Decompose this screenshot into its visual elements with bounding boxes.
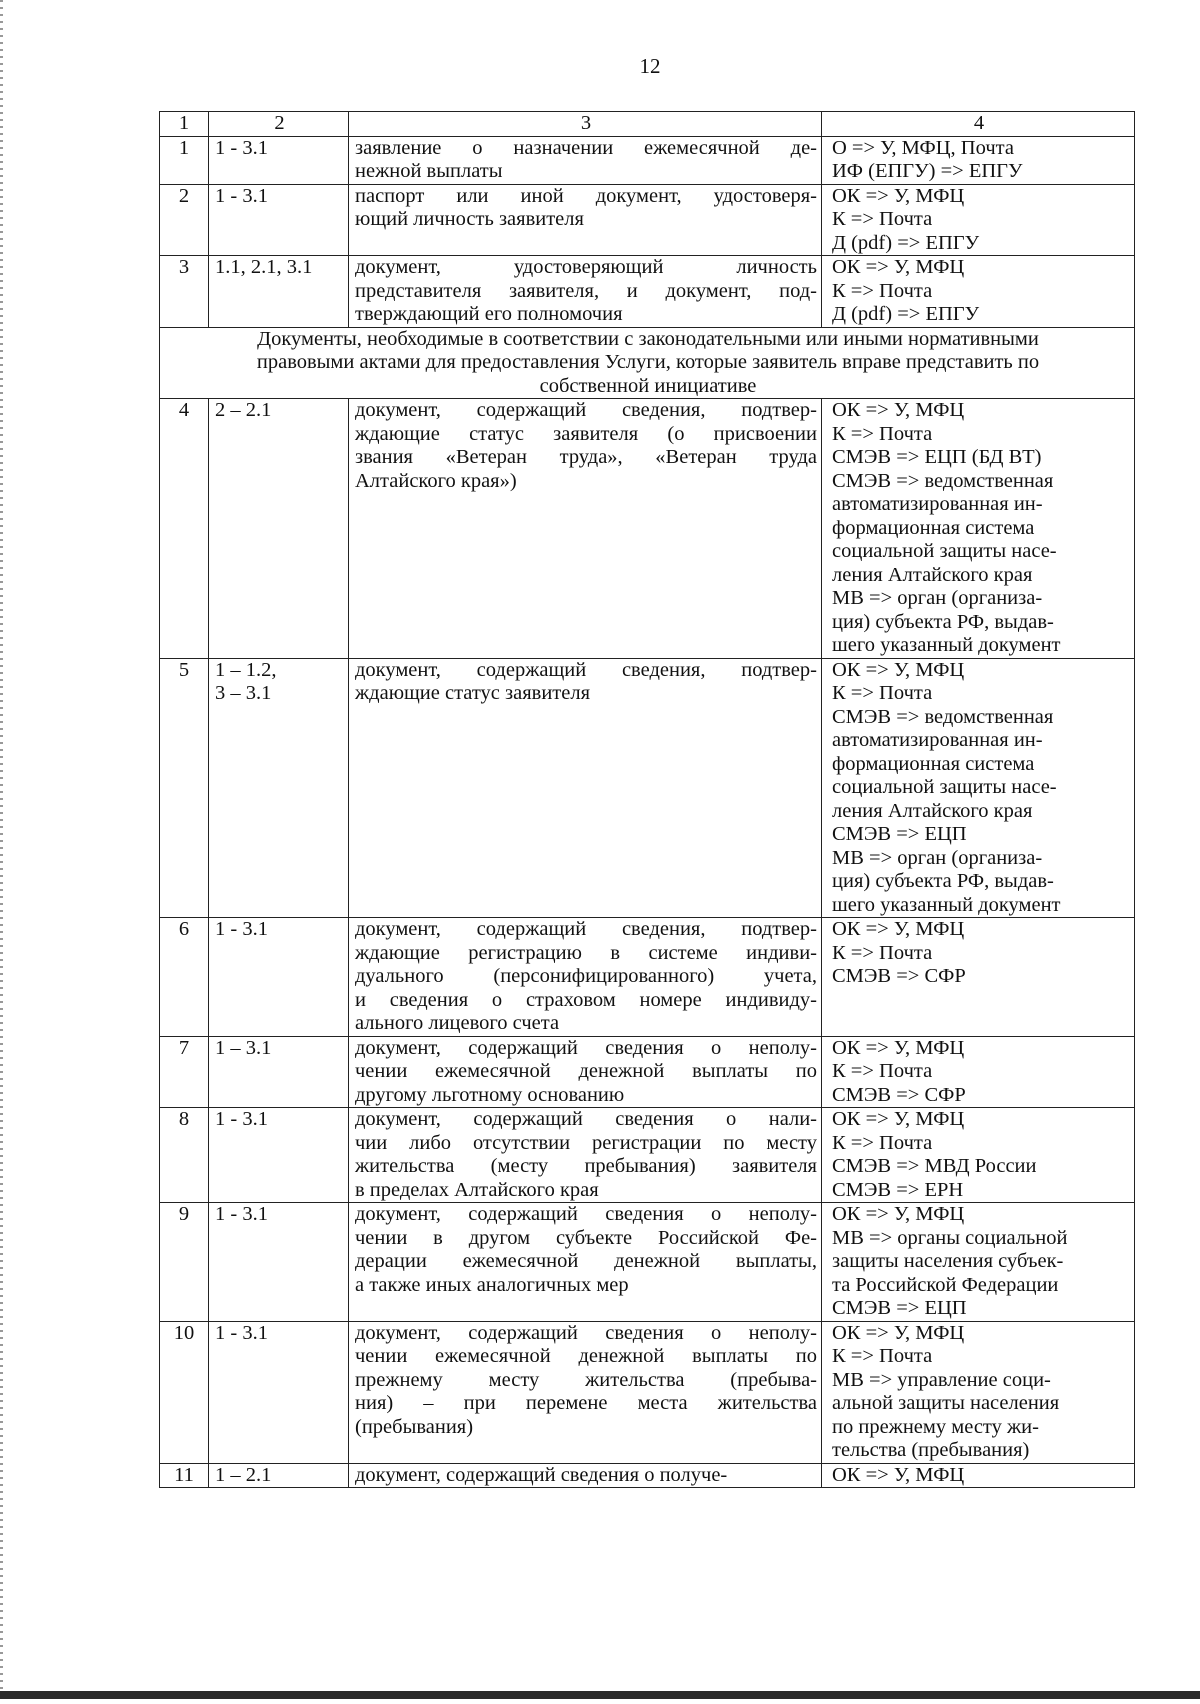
row-delivery-methods-line: МВ => управление соци- — [832, 1368, 1051, 1391]
row-sections-line: 3 – 3.1 — [215, 682, 272, 704]
row-delivery-methods — [822, 1036, 1135, 1108]
row-number: 5 — [160, 658, 209, 918]
row-delivery-methods-line: защиты населения субъек- — [832, 1250, 1064, 1272]
row-delivery-methods-line: СМЭВ => МВД России — [832, 1155, 1037, 1177]
row-delivery-methods-line: К => Почта — [832, 208, 933, 230]
row-delivery-methods-line: ция) субъекта РФ, выдав- — [832, 870, 1054, 892]
row-document-line: документ, содержащий сведения, подтвер- — [355, 399, 817, 421]
row-delivery-methods-line: социальной защиты насе- — [832, 540, 1057, 562]
row-delivery-methods-line: ОК => У, МФЦ — [832, 658, 965, 681]
row-sections — [209, 256, 349, 328]
row-delivery-methods-line: альной защиты населения — [832, 1392, 1060, 1414]
row-sections — [209, 1321, 349, 1463]
row-document-line: документ, содержащий сведения о получе- — [355, 1463, 728, 1486]
row-document-line: Алтайского края») — [355, 469, 517, 492]
row-document — [349, 1203, 822, 1322]
table-row — [160, 399, 1135, 659]
scan-edge-marks — [0, 0, 3, 1690]
table-row — [160, 1108, 1135, 1203]
row-delivery-methods — [822, 1108, 1135, 1203]
row-document-line: ального лицевого счета — [355, 1012, 560, 1034]
row-document-line: чении ежемесячной денежной выплаты по — [355, 1345, 817, 1367]
row-document-line: ждающие регистрацию в системе индиви- — [355, 941, 817, 964]
row-delivery-methods-line: ОК => У, МФЦ — [832, 184, 965, 207]
row-delivery-methods-line: К => Почта — [832, 279, 933, 302]
row-number: 3 — [160, 256, 209, 328]
row-document-line: а также иных аналогичных мер — [355, 1273, 629, 1296]
section-title-line: собственной инициативе — [539, 374, 757, 397]
row-delivery-methods-line: К => Почта — [832, 941, 933, 964]
row-delivery-methods-line: МВ => органы социальной — [832, 1226, 1068, 1249]
row-sections-line: 1 - 3.1 — [215, 1321, 268, 1344]
row-document-line: ющий личность заявителя — [355, 208, 584, 230]
documents-table — [159, 111, 1135, 1488]
table-row — [160, 1036, 1135, 1108]
row-delivery-methods-line: ОК => У, МФЦ — [832, 1036, 965, 1059]
row-sections-line: 1 - 3.1 — [215, 1203, 268, 1225]
table-header-row — [160, 112, 1135, 137]
row-delivery-methods-line: СМЭВ => ведомственная — [832, 469, 1054, 492]
row-document-line: представителя заявителя, и документ, под- — [355, 279, 817, 302]
row-sections-line: 1 - 3.1 — [215, 184, 268, 207]
section-row — [160, 327, 1135, 399]
row-delivery-methods — [822, 1321, 1135, 1463]
row-document — [349, 256, 822, 328]
section-title — [160, 327, 1135, 399]
row-delivery-methods-line: О => У, МФЦ, Почта — [832, 136, 1014, 159]
table-row — [160, 1321, 1135, 1463]
row-document — [349, 136, 822, 184]
row-number: 6 — [160, 918, 209, 1037]
row-delivery-methods-line: ОК => У, МФЦ — [832, 399, 965, 421]
row-sections-line: 1 – 1.2, — [215, 658, 277, 681]
row-document-line: и сведения о страховом номере индивиду- — [355, 988, 817, 1011]
row-document — [349, 184, 822, 256]
row-document-line: документ, содержащий сведения о неполу- — [355, 1036, 817, 1059]
row-document — [349, 1321, 822, 1463]
row-document-line: в пределах Алтайского края — [355, 1178, 599, 1201]
row-sections-line: 1 – 2.1 — [215, 1463, 272, 1486]
table-row — [160, 1203, 1135, 1322]
header-col-2: 2 — [209, 112, 349, 137]
row-sections — [209, 399, 349, 659]
row-document-line: документ, удостоверяющий личность — [355, 256, 817, 278]
row-sections — [209, 1463, 349, 1488]
row-document-line: жительства (месту пребывания) заявителя — [355, 1155, 817, 1177]
row-number: 9 — [160, 1203, 209, 1322]
row-delivery-methods — [822, 136, 1135, 184]
row-delivery-methods-line: СМЭВ => СФР — [832, 1083, 966, 1106]
row-delivery-methods-line: СМЭВ => ведомственная — [832, 705, 1054, 728]
row-delivery-methods-line: К => Почта — [832, 422, 933, 445]
table-row — [160, 918, 1135, 1037]
table-row — [160, 1463, 1135, 1488]
row-delivery-methods-line: К => Почта — [832, 1345, 933, 1367]
row-document-line: ждающие статус заявителя — [355, 682, 591, 704]
row-sections-line: 1.1, 2.1, 3.1 — [215, 256, 313, 278]
row-delivery-methods-line: тельства (пребывания) — [832, 1439, 1030, 1461]
section-title-line: правовыми актами для предоставления Услуги, которые заявитель вправе представить по — [256, 351, 1040, 373]
row-delivery-methods — [822, 918, 1135, 1037]
row-delivery-methods-line: по прежнему месту жи- — [832, 1415, 1039, 1438]
row-sections — [209, 1108, 349, 1203]
row-document-line: документ, содержащий сведения, подтвер- — [355, 658, 817, 681]
row-delivery-methods-line: СМЭВ => ЕРН — [832, 1178, 964, 1201]
table-row — [160, 658, 1135, 918]
row-delivery-methods-line: автоматизированная ин- — [832, 493, 1043, 515]
row-delivery-methods-line: ления Алтайского края — [832, 799, 1033, 822]
row-number: 7 — [160, 1036, 209, 1108]
row-number: 1 — [160, 136, 209, 184]
row-delivery-methods-line: шего указанный документ — [832, 634, 1061, 656]
row-delivery-methods-line: СМЭВ => СФР — [832, 965, 966, 987]
row-delivery-methods-line: МВ => орган (организа- — [832, 587, 1043, 609]
row-document — [349, 1036, 822, 1108]
row-document-line: другому льготному основанию — [355, 1083, 625, 1106]
row-document-line: заявление о назначении ежемесячной де- — [355, 136, 817, 159]
row-delivery-methods-line: ОК => У, МФЦ — [832, 918, 965, 940]
row-delivery-methods — [822, 1203, 1135, 1322]
row-delivery-methods-line: СМЭВ => ЕЦП — [832, 1297, 967, 1319]
row-sections — [209, 1036, 349, 1108]
row-document — [349, 918, 822, 1037]
table-section — [160, 327, 1135, 399]
row-delivery-methods-line: СМЭВ => ЕЦП (БД ВТ) — [832, 446, 1042, 468]
row-delivery-methods-line: шего указанный документ — [832, 893, 1061, 916]
row-delivery-methods-line: СМЭВ => ЕЦП — [832, 823, 967, 845]
row-document-line: прежнему месту жительства (пребыва- — [355, 1368, 817, 1391]
row-document — [349, 1108, 822, 1203]
row-number: 4 — [160, 399, 209, 659]
row-sections-line: 1 – 3.1 — [215, 1036, 272, 1059]
row-sections — [209, 918, 349, 1037]
page-number: 12 — [639, 54, 661, 78]
row-document-line: (пребывания) — [355, 1415, 474, 1438]
row-sections — [209, 658, 349, 918]
scan-bottom-edge — [0, 1691, 1200, 1699]
table-row — [160, 184, 1135, 256]
row-delivery-methods-line: Д (pdf) => ЕПГУ — [832, 231, 980, 254]
row-document-line: ждающие статус заявителя (о присвоении — [355, 422, 817, 445]
row-document-line: чии либо отсутствии регистрации по месту — [355, 1131, 817, 1154]
row-document — [349, 1463, 822, 1488]
row-sections — [209, 136, 349, 184]
row-delivery-methods-line: ОК => У, МФЦ — [832, 1463, 965, 1486]
row-sections-line: 1 - 3.1 — [215, 1108, 268, 1130]
row-document-line: нежной выплаты — [355, 160, 503, 182]
header-col-1: 1 — [160, 112, 209, 137]
row-delivery-methods-line: К => Почта — [832, 682, 933, 704]
row-document-line: ния) – при перемене места жительства — [355, 1392, 817, 1414]
row-delivery-methods-line: МВ => орган (организа- — [832, 846, 1043, 869]
row-document-line: тверждающий его полномочия — [355, 303, 623, 325]
row-document-line: дерации ежемесячной денежной выплаты, — [355, 1250, 817, 1272]
row-document-line: документ, содержащий сведения о нали- — [355, 1108, 817, 1130]
header-col-3: 3 — [349, 112, 822, 137]
row-delivery-methods-line: та Российской Федерации — [832, 1273, 1059, 1296]
row-delivery-methods-line: К => Почта — [832, 1060, 933, 1082]
row-delivery-methods-line: формационная система — [832, 516, 1035, 539]
row-delivery-methods-line: автоматизированная ин- — [832, 729, 1043, 751]
row-delivery-methods-line: Д (pdf) => ЕПГУ — [832, 303, 980, 325]
row-document-line: документ, содержащий сведения, подтвер- — [355, 918, 817, 940]
row-delivery-methods-line: К => Почта — [832, 1131, 933, 1154]
row-sections — [209, 184, 349, 256]
row-sections-line: 2 – 2.1 — [215, 399, 272, 421]
row-document-line: дуального (персонифицированного) учета, — [355, 965, 817, 987]
row-delivery-methods-line: ОК => У, МФЦ — [832, 1108, 965, 1130]
row-delivery-methods — [822, 1463, 1135, 1488]
row-delivery-methods-line: ция) субъекта РФ, выдав- — [832, 610, 1054, 633]
row-delivery-methods-line: ления Алтайского края — [832, 563, 1033, 586]
row-document-line: паспорт или иной документ, удостоверя- — [355, 184, 817, 207]
row-number: 11 — [160, 1463, 209, 1488]
section-title-line: Документы, необходимые в соответствии с законодательными или иными нормативными — [257, 327, 1039, 350]
table-row — [160, 256, 1135, 328]
row-document — [349, 658, 822, 918]
row-delivery-methods — [822, 256, 1135, 328]
row-document-line: чении ежемесячной денежной выплаты по — [355, 1060, 817, 1082]
row-document-line: чении в другом субъекте Российской Фе- — [355, 1226, 817, 1249]
row-number: 10 — [160, 1321, 209, 1463]
row-delivery-methods — [822, 184, 1135, 256]
row-sections-line: 1 - 3.1 — [215, 918, 268, 940]
row-document-line: документ, содержащий сведения о неполу- — [355, 1321, 817, 1344]
row-number: 8 — [160, 1108, 209, 1203]
row-delivery-methods-line: формационная система — [832, 752, 1035, 775]
row-sections — [209, 1203, 349, 1322]
row-delivery-methods-line: ИФ (ЕПГУ) => ЕПГУ — [832, 160, 1023, 182]
row-document — [349, 399, 822, 659]
row-delivery-methods-line: ОК => У, МФЦ — [832, 1203, 965, 1225]
row-delivery-methods — [822, 658, 1135, 918]
header-col-4: 4 — [822, 112, 1135, 137]
row-document-line: звания «Ветеран труда», «Ветеран труда — [355, 446, 817, 468]
row-delivery-methods-line: ОК => У, МФЦ — [832, 1321, 965, 1344]
row-number: 2 — [160, 184, 209, 256]
row-document-line: документ, содержащий сведения о неполу- — [355, 1203, 817, 1225]
table-row — [160, 136, 1135, 184]
row-delivery-methods — [822, 399, 1135, 659]
table-body-required — [160, 136, 1135, 327]
row-sections-line: 1 - 3.1 — [215, 136, 268, 159]
row-delivery-methods-line: ОК => У, МФЦ — [832, 256, 965, 278]
table-body-optional — [160, 399, 1135, 1488]
row-delivery-methods-line: социальной защиты насе- — [832, 776, 1057, 798]
